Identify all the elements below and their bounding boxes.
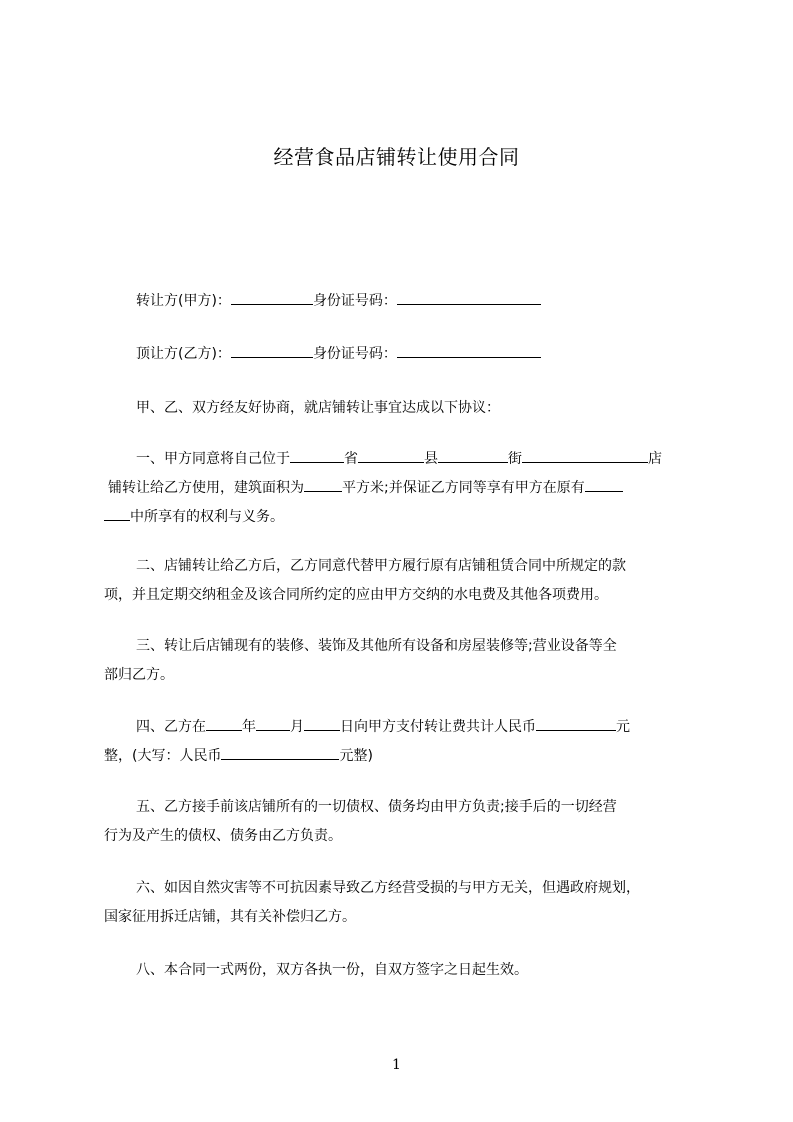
party-b-id-label: 身份证号码：	[312, 346, 397, 362]
page-number: 1	[392, 1057, 401, 1073]
clause-6-line-2: 国家征用拆迁店铺，其有关补偿归乙方。	[104, 909, 356, 925]
province-blank	[290, 448, 344, 463]
clause-5	[104, 793, 700, 851]
clause-4-text-1: 四、乙方在	[136, 719, 206, 735]
day-blank	[304, 716, 340, 731]
clause-1-text-7: 平方米;并保证乙方同等享有甲方在原有	[342, 480, 585, 496]
party-a-id-label: 身份证号码：	[312, 293, 397, 309]
clause-6	[104, 874, 700, 932]
party-b-label: 顶让方(乙方)：	[136, 346, 231, 362]
party-a-id-blank	[397, 290, 541, 305]
clause-5-line-1: 五、乙方接手前该店铺所有的一切债权、债务均由甲方负责;接手后的一切经营	[136, 799, 617, 815]
clause-2	[104, 552, 700, 610]
year-blank	[206, 716, 242, 731]
contract-blank-2	[104, 506, 130, 521]
clause-8-line	[104, 960, 700, 980]
party-a-line	[104, 290, 700, 311]
clause-4-text-2: 年	[242, 719, 256, 735]
party-b-name-blank	[231, 343, 313, 358]
clause-4-text-7: 元整)	[339, 748, 373, 764]
party-b-line	[104, 343, 700, 364]
clause-4-text-3: 月	[290, 719, 304, 735]
clause-2-line-2: 项，并且定期交纳租金及该合同所约定的应由甲方交纳的水电费及其他各项费用。	[104, 587, 608, 603]
month-blank	[256, 716, 290, 731]
clause-1-text-6: 铺转让给乙方使用，建筑面积为	[108, 480, 304, 496]
clause-3-line-2: 部归乙方。	[104, 667, 174, 683]
fee-capital-blank	[221, 745, 339, 760]
clause-3	[104, 632, 700, 690]
intro-line	[104, 398, 700, 418]
clause-1-text-8: 中所享有的权利与义务。	[130, 509, 284, 525]
clause-1-text-4: 街	[508, 451, 522, 467]
clause-1-text-1: 一、甲方同意将自己位于	[136, 451, 290, 467]
area-blank	[304, 477, 342, 492]
clause-4-text-5: 元	[616, 719, 630, 735]
clause-4	[104, 713, 700, 771]
clause-4-text-4: 日向甲方支付转让费共计人民币	[340, 719, 536, 735]
contract-blank-1	[585, 477, 623, 492]
clause-1-text-2: 省	[344, 451, 358, 467]
party-a-name-blank	[231, 290, 313, 305]
party-b-id-blank	[397, 343, 541, 358]
clause-2-line-1: 二、店铺转让给乙方后，乙方同意代替甲方履行原有店铺租赁合同中所规定的款	[136, 558, 626, 574]
intro-text: 甲、乙、双方经友好协商，就店铺转让事宜达成以下协议：	[136, 400, 500, 416]
clause-1	[104, 445, 700, 532]
clause-1-text-5: 店	[648, 451, 662, 467]
fee-amount-blank	[536, 716, 616, 731]
party-a-label: 转让方(甲方)：	[136, 293, 231, 309]
clause-6-line-1: 六、如因自然灾害等不可抗因素导致乙方经营受损的与甲方无关，但遇政府规划，	[136, 880, 640, 896]
clause-4-text-6: 整，(大写：人民币	[104, 748, 222, 764]
street-blank	[438, 448, 508, 463]
clause-8-text: 八、本合同一式两份，双方各执一份，自双方签字之日起生效。	[136, 962, 528, 978]
clause-1-text-3: 县	[424, 451, 438, 467]
county-blank	[358, 448, 424, 463]
clause-5-line-2: 行为及产生的债权、债务由乙方负责。	[104, 828, 342, 844]
clause-3-line-1: 三、转让后店铺现有的装修、装饰及其他所有设备和房屋装修等;营业设备等全	[136, 638, 617, 654]
address-blank	[522, 448, 648, 463]
document-title: 经营食品店铺转让使用合同	[273, 145, 520, 169]
